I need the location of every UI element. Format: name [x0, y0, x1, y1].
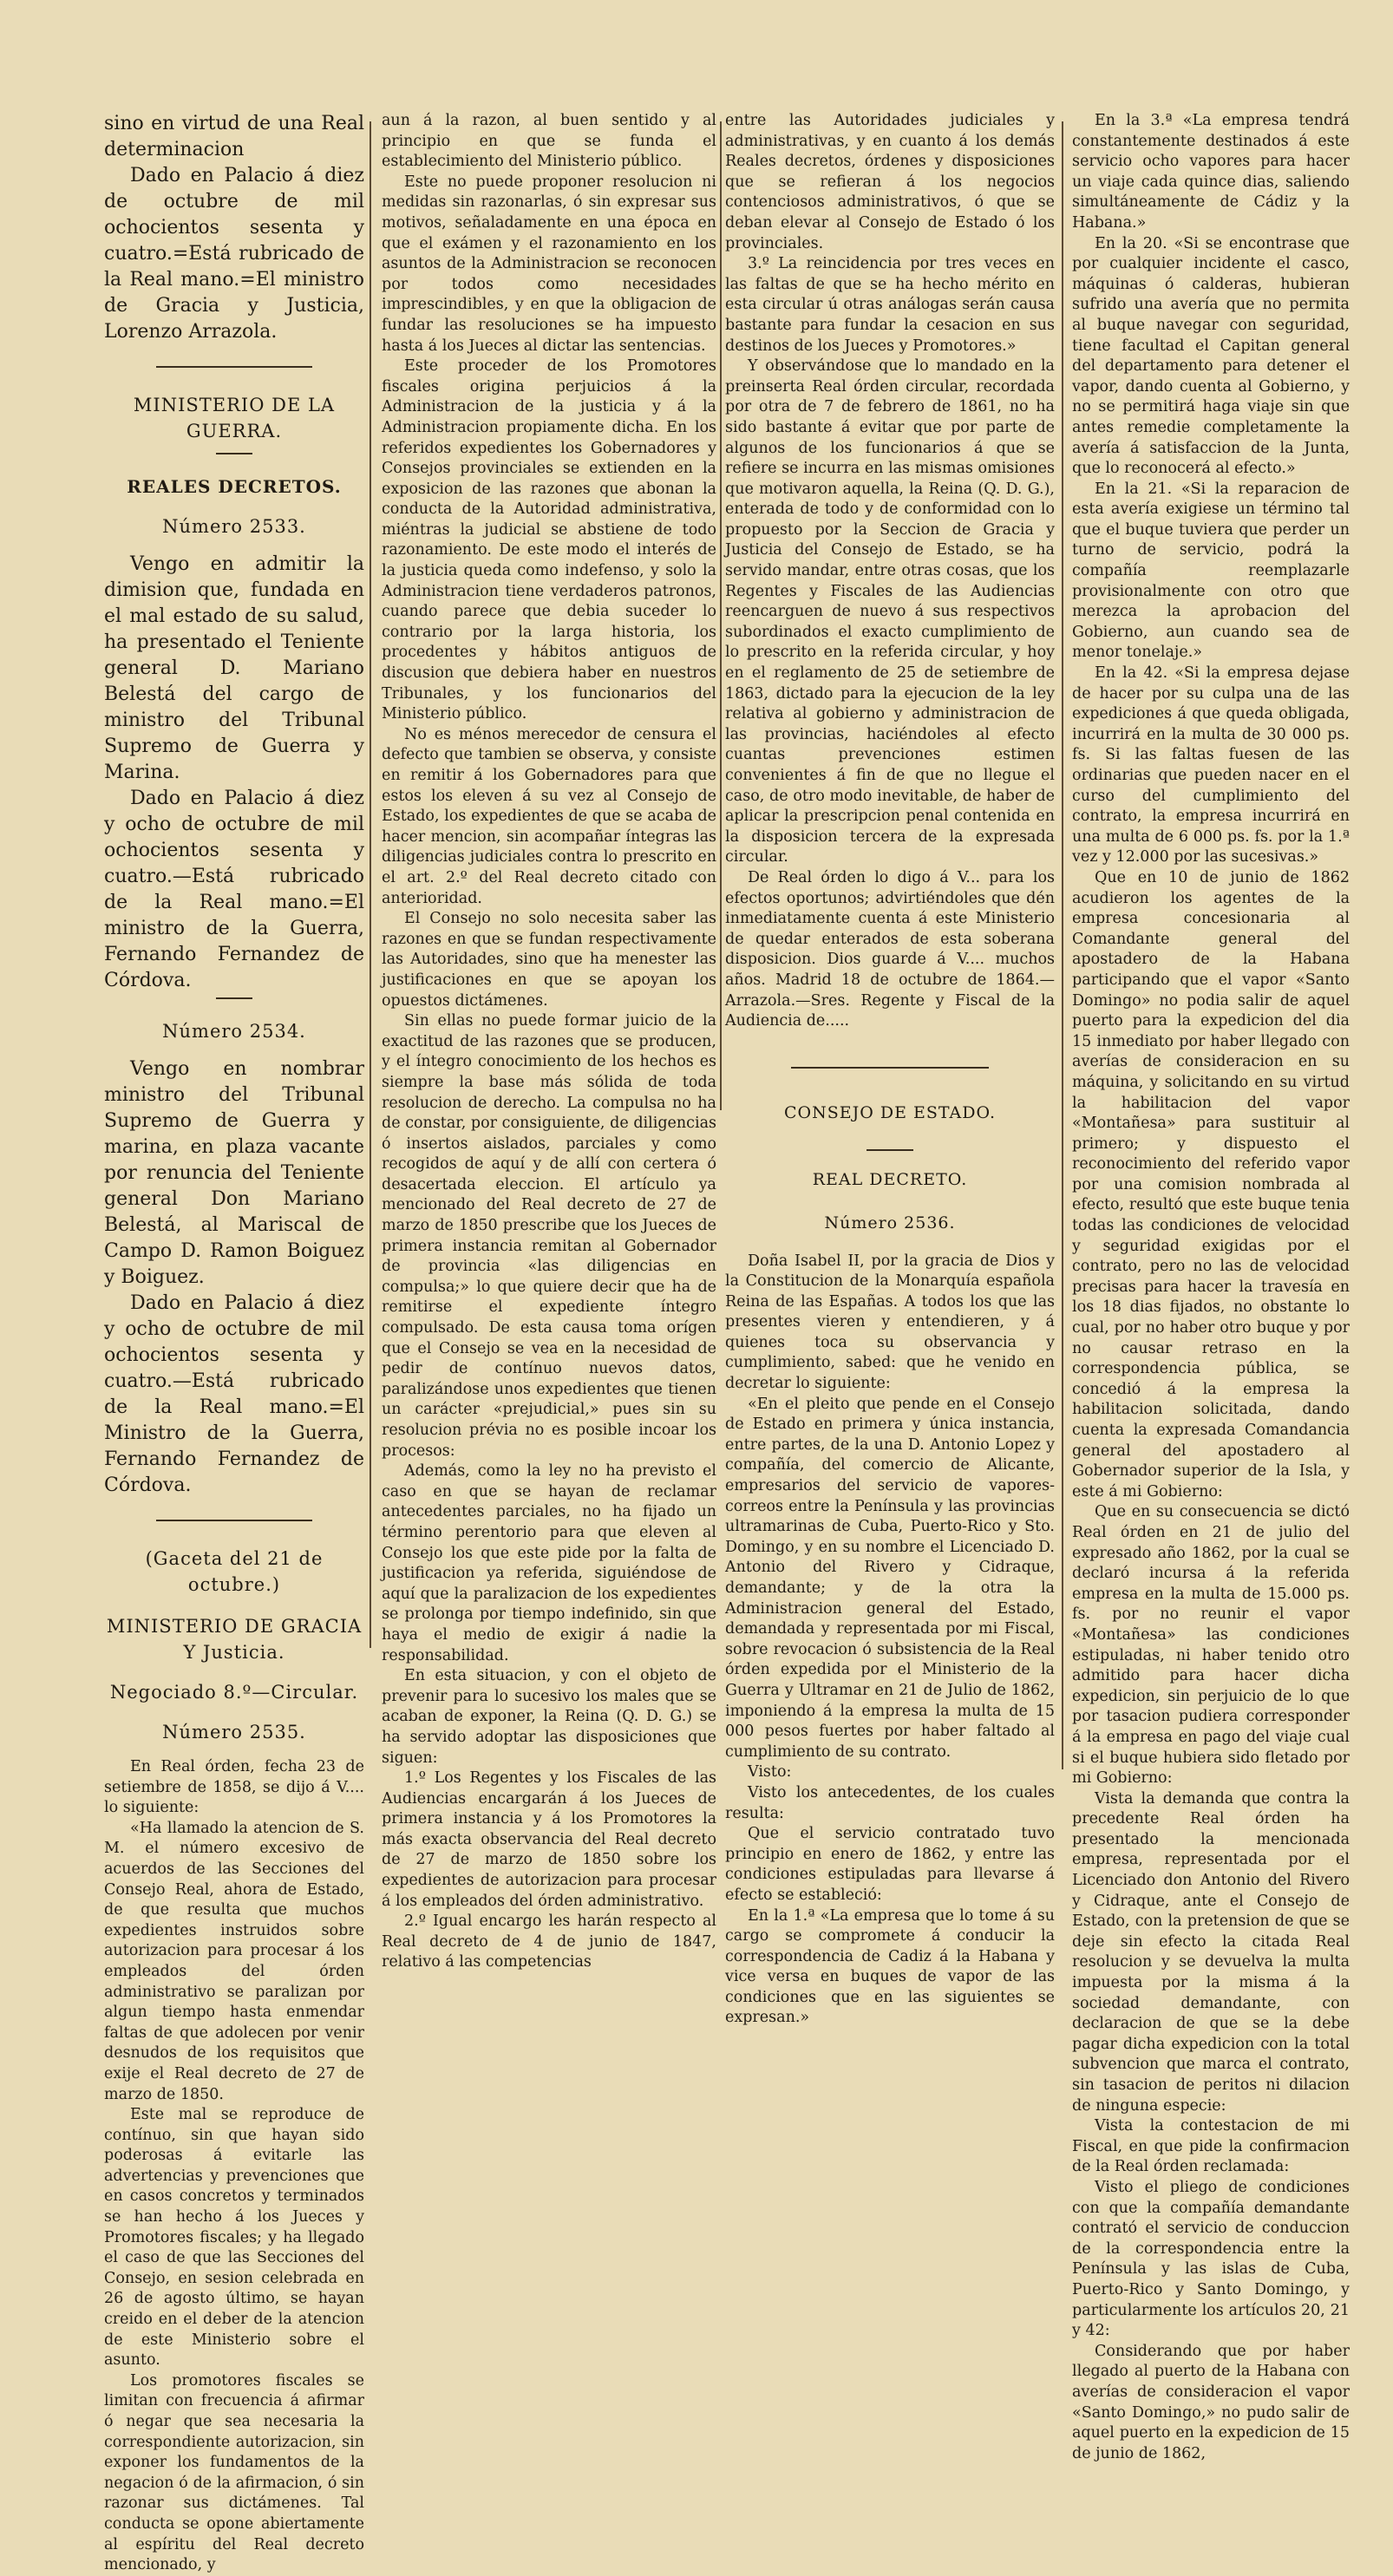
divider — [156, 1520, 312, 1521]
paragraph: Visto: — [748, 1763, 792, 1782]
paragraph: Doña Isabel II, por la gracia de Dios y la Constitucion de la Monarquía española Reina de las Españas. A todos los que las presentes vieren y entendieren, y á quienes toca su observancia y cumplimiento, sabed: que he venido en decretar lo siguiente: — [725, 1252, 1055, 1393]
paragraph: Vengo en nombrar ministro del Tribunal Supremo de Guerra y marina, en plaza vacante por renuncia del Teniente general Don Mariano Belestá, al Mariscal de Campo D. Ramon Boiguez y Boiguez. — [104, 1058, 364, 1288]
column-rule — [370, 121, 371, 1648]
paragraph: aun á la razon, al buen sentido y al principio en que se funda el establecimiento del Ministerio público. — [382, 112, 716, 171]
section-subheading: REALES DECRETOS. — [127, 476, 342, 497]
paragraph: El Consejo no solo necesita saber las razones en que se fundan respectivamente las Autoridades, sino que ha menester las justificaciones en que se apoyan los opuestos dictámenes. — [382, 910, 716, 1010]
paragraph: En la 42. «Si la empresa dejase de hacer por su culpa una de las expediciones á que queda obligada, incurrirá en la multa de 30 000 ps. fs. Si las faltas fuesen de las ordinarias que pueden nacer en el curso del cumplimiento del contrato, la empresa incurrirá en una multa de 6 000 ps. fs. por la 1.ª vez y 12.000 por las sucesivas.» — [1072, 664, 1350, 866]
paragraph: Dado en Palacio á diez y ocho de octubre de mil ochocientos sesenta y cuatro.—Está rubricado de la Real mano.=El Ministro de la Guerra, Fernando Fernandez de Córdova. — [104, 1292, 364, 1496]
paragraph: Dado en Palacio á diez y ocho de octubre de mil ochocientos sesenta y cuatro.—Está rubricado de la Real mano.=El ministro de la Guerra, Fernando Fernandez de Córdova. — [104, 788, 364, 991]
section-heading: MINISTERIO DE LA GUERRA. — [133, 395, 336, 441]
paragraph: 3.º La reincidencia por tres veces en las faltas de que se ha hecho mérito en esta circular ú otras análogas serán causa bastante para fundar la cesacion en sus destinos de los Jueces y Promotores.» — [725, 255, 1055, 355]
paragraph: Visto los antecedentes, de los cuales resulta: — [725, 1783, 1055, 1822]
column-rule — [1062, 121, 1063, 1769]
paragraph: Visto el pliego de condiciones con que la compañía demandante contrató el servicio de conduccion de la correspondencia entre la Península y las islas de Cuba, Puerto-Rico y Santo Domingo, y particularmente los artículos 20, 21 y 42: — [1072, 2178, 1350, 2340]
column-1 — [104, 111, 364, 2574]
gazette-note: (Gaceta del 21 de octubre.) — [145, 1548, 324, 1595]
divider — [156, 366, 312, 368]
paragraph: No es ménos merecedor de censura el defecto que tambien se observa, y consiste en remitir á los Gobernadores para que estos los eleven á su vez al Consejo de Estado, los expedientes de que se acaba de hacer mencion, sin acompañar íntegras las diligencias judiciales contra lo prescrito en el art. 2.º del Real decreto citado con anterioridad. — [382, 725, 716, 907]
decree-number: Número 2533. — [162, 516, 306, 537]
column-rule — [720, 121, 722, 1110]
paragraph: En la 21. «Si la reparacion de esta avería exigiese un término tal que el buque tuviera que perder un turno de servicio, podrá la compañía reemplazarle provisionalmente con otro que merezca la aprobacion del Gobierno, aun cuando sea de menor tonelaje.» — [1072, 480, 1350, 662]
paragraph: Y observándose que lo mandado en la preinserta Real órden circular, recordada por otra de 7 de febrero de 1861, no ha sido bastante á evitar que por parte de algunos de los funcionarios á que se refiere se incurra en las mismas omisiones que motivaron aquella, la Reina (Q. D. G.), enterada de todo y de conformidad con lo propuesto por la Seccion de Gracia y Justicia del Consejo de Estado, se ha servido mandar, entre otras cosas, que los Regentes y Fiscales de las Audiencias reencarguen de nuevo á sus respectivos subordinados el exacto cumplimiento de lo prescrito en la referida circular, y hoy en el reglamento de 25 de setiembre de 1863, dictado para la ejecucion de la ley relativa al gobierno y administracion de las provincias, haciéndoles al efecto cuantas prevenciones estimen convenientes á fin de que no llegue el caso, de otro modo inevitable, de haber de aplicar la prescripcion penal contenida en la disposicion tercera de la expresada circular. — [725, 357, 1055, 866]
paragraph: «Ha llamado la atencion de S. M. el número excesivo de acuerdos de las Secciones del Consejo Real, ahora de Estado, de que resulta que muchos expedientes instruidos sobre autorizacion para procesar á los empleados del órden administrativo se paralizan por algun tiempo hasta enmendar faltas de que adolecen por venir desnudos de los requisitos que exije el Real decreto de 27 de marzo de 1850. — [104, 1819, 364, 2103]
paragraph: Que el servicio contratado tuvo principio en enero de 1862, y entre las condiciones estipuladas para llevarse á efecto se estableció: — [725, 1825, 1055, 1904]
paragraph: Considerando que por haber llegado al puerto de la Habana con averías de consideracion el vapor «Santo Domingo,» no pudo salir de aquel puerto en la expedicion de 15 de junio de 1862, — [1072, 2342, 1350, 2462]
section-heading: MINISTERIO DE GRACIA Y Justicia. — [106, 1616, 363, 1663]
paragraph: Vista la contestacion de mi Fiscal, en que pide la confirmacion de la Real órden reclamada: — [1072, 2117, 1350, 2176]
paragraph: Este no puede proponer resolucion ni medidas sin razonarlas, ó sin expresar sus motivos, señaladamente en una época en que el exámen y el razonamiento en los asuntos de la Administracion se reconocen por todos como necesidades imprescindibles, y en que la obligacion de fundar las resoluciones se ha impuesto hasta á los Jueces al dictar las sentencias. — [382, 173, 716, 355]
column-3 — [725, 111, 1055, 2027]
paragraph: De Real órden lo digo á V... para los efectos oportunos; advirtiéndoles que dén inmediatamente cuenta á este Ministerio de quedar enterados de esta soberana disposicion. Dios guarde á V.... muchos años. Madrid 18 de octubre de 1864.—Arrazola.—Sres. Regente y Fiscal de la Audiencia de..... — [725, 868, 1055, 1030]
section-heading: CONSEJO DE ESTADO. — [784, 1102, 996, 1122]
paragraph: 1.º Los Regentes y los Fiscales de las Audiencias encargarán á los Jueces de primera instancia y á los Promotores la más exacta observancia del Real decreto de 27 de marzo de 1850 sobre los expedientes de autorizacion para procesar á los empleados del órden administrativo. — [382, 1769, 716, 1910]
paragraph: Vista la demanda que contra la precedente Real órden ha presentado la mencionada empresa, representada por el Licenciado don Antonio del Rivero y Cidraque, ante el Consejo de Estado, con la pretension de que se deje sin efecto la citada Real resolucion y se devuelva la multa impuesta por la misma á la sociedad demandante, con declaracion de que se la debe pagar dicha expedicion con la total subvencion que marca el contrato, sin tasacion de peritos ni dilacion de ninguna especie: — [1072, 1789, 1350, 2115]
paragraph: Además, como la ley no ha previsto el caso en que se hayan de reclamar antecedentes parciales, no ha fijado un término perentorio para que eleven al Consejo los que este pide por la falta de justificacion ya referida, siguiéndose de aquí que la paralizacion de los expedientes se prolonga por tiempo indefinido, sin que haya el medio de exigir á nadie la responsabilidad. — [382, 1462, 716, 1664]
paragraph: En Real órden, fecha 23 de setiembre de 1858, se dijo á V.... lo siguiente: — [104, 1758, 364, 1817]
paragraph: En la 3.ª «La empresa tendrá constantemente destinados á este servicio ocho vapores para hacer un viaje cada quince dias, saliendo simultáneamente de Cádiz y la Habana.» — [1072, 112, 1350, 232]
decree-number: Número 2535. — [162, 1722, 306, 1742]
paragraph: «En el pleito que pende en el Consejo de Estado en primera y única instancia, entre partes, de la una D. Antonio Lopez y compañía, del comercio de Alicante, empresarios del servicio de vapores-correos entre la Península y las provincias ultramarinas de Cuba, Puerto-Rico y Sto. Domingo, y en su nombre el Licenciado D. Antonio del Rivero y Cidraque, demandante; y de la otra la Administracion general del Estado, demandada y representada por mi Fiscal, sobre revocacion ó subsistencia de la Real órden expedida por el Ministerio de la Guerra y Ultramar en 21 de Julio de 1862, imponiendo á la empresa la multa de 15 000 pesos fuertes por haber faltado al cumplimiento de su contrato. — [725, 1395, 1055, 1761]
paragraph: Que en 10 de junio de 1862 acudieron los agentes de la empresa concesionaria al Comandante general del apostadero de la Habana participando que el vapor «Santo Domingo» no podia salir de aquel puerto para la expedicion del dia 15 inmediato por haber llegado con averías de consideracion en su máquina, y solicitando en su virtud la habilitacion del vapor «Montañesa» para sustituir al primero; y dispuesto el reconocimiento del referido vapor por una comision nombrada al efecto, resultó que este buque tenia todas las condiciones de velocidad y seguridad exigidas por el contrato, pero no las de velocidad precisas para hacer la travesía en los 18 dias fijados, no obstante lo cual, por no haber otro buque y por no causar retraso en la correspondencia pública, se concedió á la empresa la habilitacion solicitada, dando cuenta la expresada Comandancia general del apostadero al Gobernador superior de la Isla, y este á mi Gobierno: — [1072, 868, 1350, 1500]
divider — [791, 1067, 989, 1069]
paragraph: Sin ellas no puede formar juicio de la exactitud de las razones que se producen, y el íntegro conocimiento de los hechos es siempre la base más sólida de toda resolucion de derecho. La compulsa no ha de constar, por consiguiente, de diligencias ó insertos aislados, parciales y como recogidos de aquí y de allí con certera ó desacertada eleccion. El artículo ya mencionado del Real decreto de 27 de marzo de 1850 prescribe que los Jueces de primera instancia remitan al Gobernador de provincia «las diligencias en compulsa;» lo que quiere decir que ha de remitirse el expediente íntegro compulsado. De esta causa toma orígen que el Consejo se vea en la necesidad de pedir de contínuo nuevos datos, paralizándose unos expedientes que tienen un carácter «prejudicial,» pues sin su resolucion prévia no es posible incoar los procesos: — [382, 1012, 716, 1460]
column-4 — [1072, 111, 1393, 2462]
section-subheading: REAL DECRETO. — [812, 1170, 968, 1190]
paragraph: En la 1.ª «La empresa que lo tome á su cargo se compromete á conducir la correspondencia de Cadiz á la Habana y vice versa en buques de vapor de las condiciones que en las siguientes se expresan.» — [725, 1906, 1055, 2027]
divider — [216, 453, 252, 454]
divider — [867, 1149, 912, 1151]
decree-number: Número 2536. — [824, 1213, 956, 1232]
paragraph: En esta situacion, y con el objeto de prevenir para lo sucesivo los males que se acaban de exponer, la Reina (Q. D. G.) se ha servido adoptar las disposiciones que siguen: — [382, 1667, 716, 1767]
paragraph: Vengo en admitir la dimision que, fundada en el mal estado de su salud, ha presentado el Teniente general D. Mariano Belestá del cargo de ministro del Tribunal Supremo de Guerra y Marina. — [104, 553, 364, 783]
section-subheading: Negociado 8.º—Circular. — [109, 1682, 359, 1703]
paragraph: 2.º Igual encargo les harán respecto al Real decreto de 4 de junio de 1847, relativo á las competencias — [382, 1912, 716, 1971]
paragraph: Los promotores fiscales se limitan con frecuencia á afirmar ó negar que sea necesaria la correspondiente autorizacion, sin exponer los fundamentos de la negacion ó de la afirmacion, ó sin razonar sus dictámenes. Tal conducta se opone abiertamente al espíritu del Real decreto mencionado, y — [104, 2371, 364, 2574]
divider — [216, 997, 252, 999]
paragraph: Este proceder de los Promotores fiscales origina perjuicios á la Administracion de la justicia y á la Administracion propiamente dicha. En los referidos expedientes los Gobernadores y Consejos provinciales se extienden en la exposicion de las razones que abonan la conducta de la Autoridad administrativa, miéntras la judicial se abstiene de todo razonamiento. De este modo el interés de la justicia queda como indefenso, y solo la Administracion tiene verdaderos patronos, cuando parece que debia suceder lo contrario por la larga historia, los procedentes y hábitos antiguos de discusion que debiera haber en nuestros Tribunales, y los funcionarios del Ministerio público. — [382, 357, 716, 723]
paragraph: Este mal se reproduce de contínuo, sin que hayan sido poderosas á evitarle las advertencias y prevenciones que en casos concretos y terminados se han hecho á los Jueces y Promotores fiscales; y ha llegado el caso de que las Secciones del Consejo, en sesion celebrada en 26 de agosto último, se hayan creido en el deber de la atencion de este Ministerio sobre el asunto. — [104, 2106, 364, 2370]
decree-number: Número 2534. — [162, 1021, 306, 1042]
paragraph: Dado en Palacio á diez de octubre de mil ochocientos sesenta y cuatro.=Está rubricado de la Real mano.=El ministro de Gracia y Justicia, Lorenzo Arrazola. — [104, 165, 364, 343]
paragraph: En la 20. «Si se encontrase que por cualquier incidente el casco, máquinas ó calderas, hubieran sufrido una avería que no permita al buque navegar con seguridad, tiene facultad el Capitan general del departamento para detener el vapor, dando cuenta al Gobierno, y no se permitirá haga viaje sin que antes remedie completamente la avería á satisfaccion de la Junta, que lo reconocerá al efecto.» — [1072, 234, 1350, 478]
column-2 — [382, 111, 716, 1971]
paragraph: entre las Autoridades judiciales y administrativas, y en cuanto á los demás Reales decretos, órdenes y disposiciones que se refieran á los negocios contenciosos administrativos, ó que se deban elevar al Consejo de Estado ó los provinciales. — [725, 112, 1055, 252]
paragraph: sino en virtud de una Real determinacion — [104, 113, 364, 160]
paragraph: Que en su consecuencia se dictó Real órden en 21 de julio del expresado año 1862, por la cual se declaró incursa á la referida empresa en la multa de 15.000 ps. fs. por no reunir el vapor «Montañesa» las condiciones estipuladas, ni haber tenido otro admitido para hacer dicha expedicion, sin perjuicio de lo que por tasacion pudiera corresponder á la empresa en pago del viaje cual si el buque hubiera sido fletado por mi Gobierno: — [1072, 1503, 1350, 1788]
